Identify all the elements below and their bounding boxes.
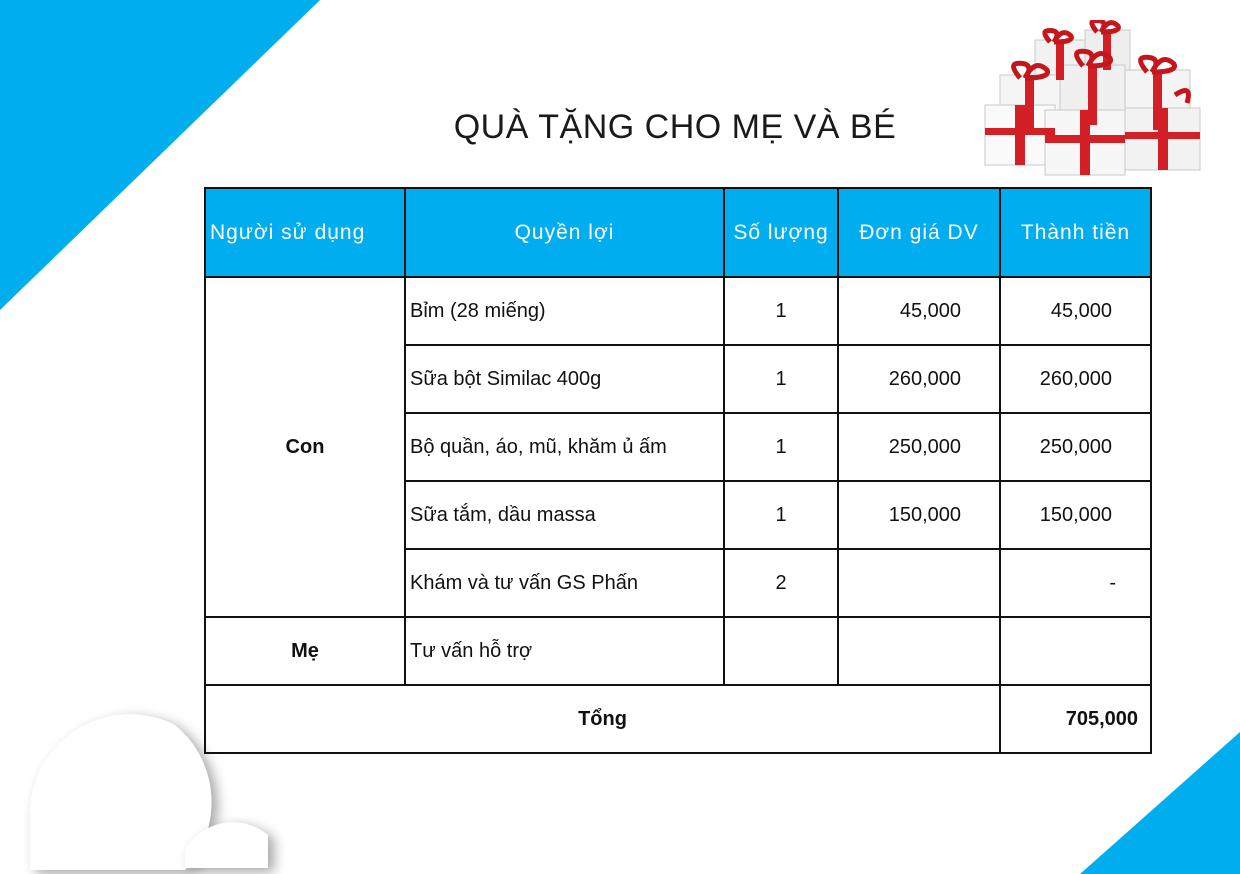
benefit-cell: Khám và tư vấn GS Phấn (405, 549, 724, 617)
total-label: Tổng (205, 685, 1000, 753)
table-header-row (205, 188, 1151, 277)
user-cell-con: Con (205, 277, 405, 617)
amount-cell: 260,000 (1000, 345, 1151, 413)
table-row (205, 277, 1151, 345)
unit-price-cell (838, 617, 1000, 685)
table-row (205, 617, 1151, 685)
amount-cell: 150,000 (1000, 481, 1151, 549)
total-row (205, 685, 1151, 753)
benefit-cell: Tư vấn hỗ trợ (405, 617, 724, 685)
gift-table (204, 187, 1152, 754)
amount-cell: 45,000 (1000, 277, 1151, 345)
header-quantity: Số lượng (724, 188, 838, 277)
quantity-cell: 1 (724, 481, 838, 549)
header-user: Người sử dụng (205, 188, 405, 277)
benefit-cell: Sữa bột Similac 400g (405, 345, 724, 413)
quantity-cell: 1 (724, 413, 838, 481)
quantity-cell: 2 (724, 549, 838, 617)
total-value: 705,000 (1000, 685, 1151, 753)
amount-cell (1000, 617, 1151, 685)
header-amount: Thành tiền (1000, 188, 1151, 277)
unit-price-cell: 250,000 (838, 413, 1000, 481)
benefit-cell: Sữa tắm, dầu massa (405, 481, 724, 549)
page-title: QUÀ TẶNG CHO MẸ VÀ BÉ (453, 108, 897, 146)
unit-price-cell (838, 549, 1000, 617)
user-cell-me: Mẹ (205, 617, 405, 685)
unit-price-cell: 260,000 (838, 345, 1000, 413)
quantity-cell: 1 (724, 277, 838, 345)
quantity-cell (724, 617, 838, 685)
header-unit-price: Đơn giá DV (838, 188, 1000, 277)
unit-price-cell: 45,000 (838, 277, 1000, 345)
unit-price-cell: 150,000 (838, 481, 1000, 549)
benefit-cell: Bỉm (28 miếng) (405, 277, 724, 345)
header-benefit: Quyền lợi (405, 188, 724, 277)
amount-cell: - (1000, 549, 1151, 617)
benefit-cell: Bộ quần, áo, mũ, khăm ủ ấm (405, 413, 724, 481)
quantity-cell: 1 (724, 345, 838, 413)
gift-boxes-image (975, 20, 1225, 180)
amount-cell: 250,000 (1000, 413, 1151, 481)
